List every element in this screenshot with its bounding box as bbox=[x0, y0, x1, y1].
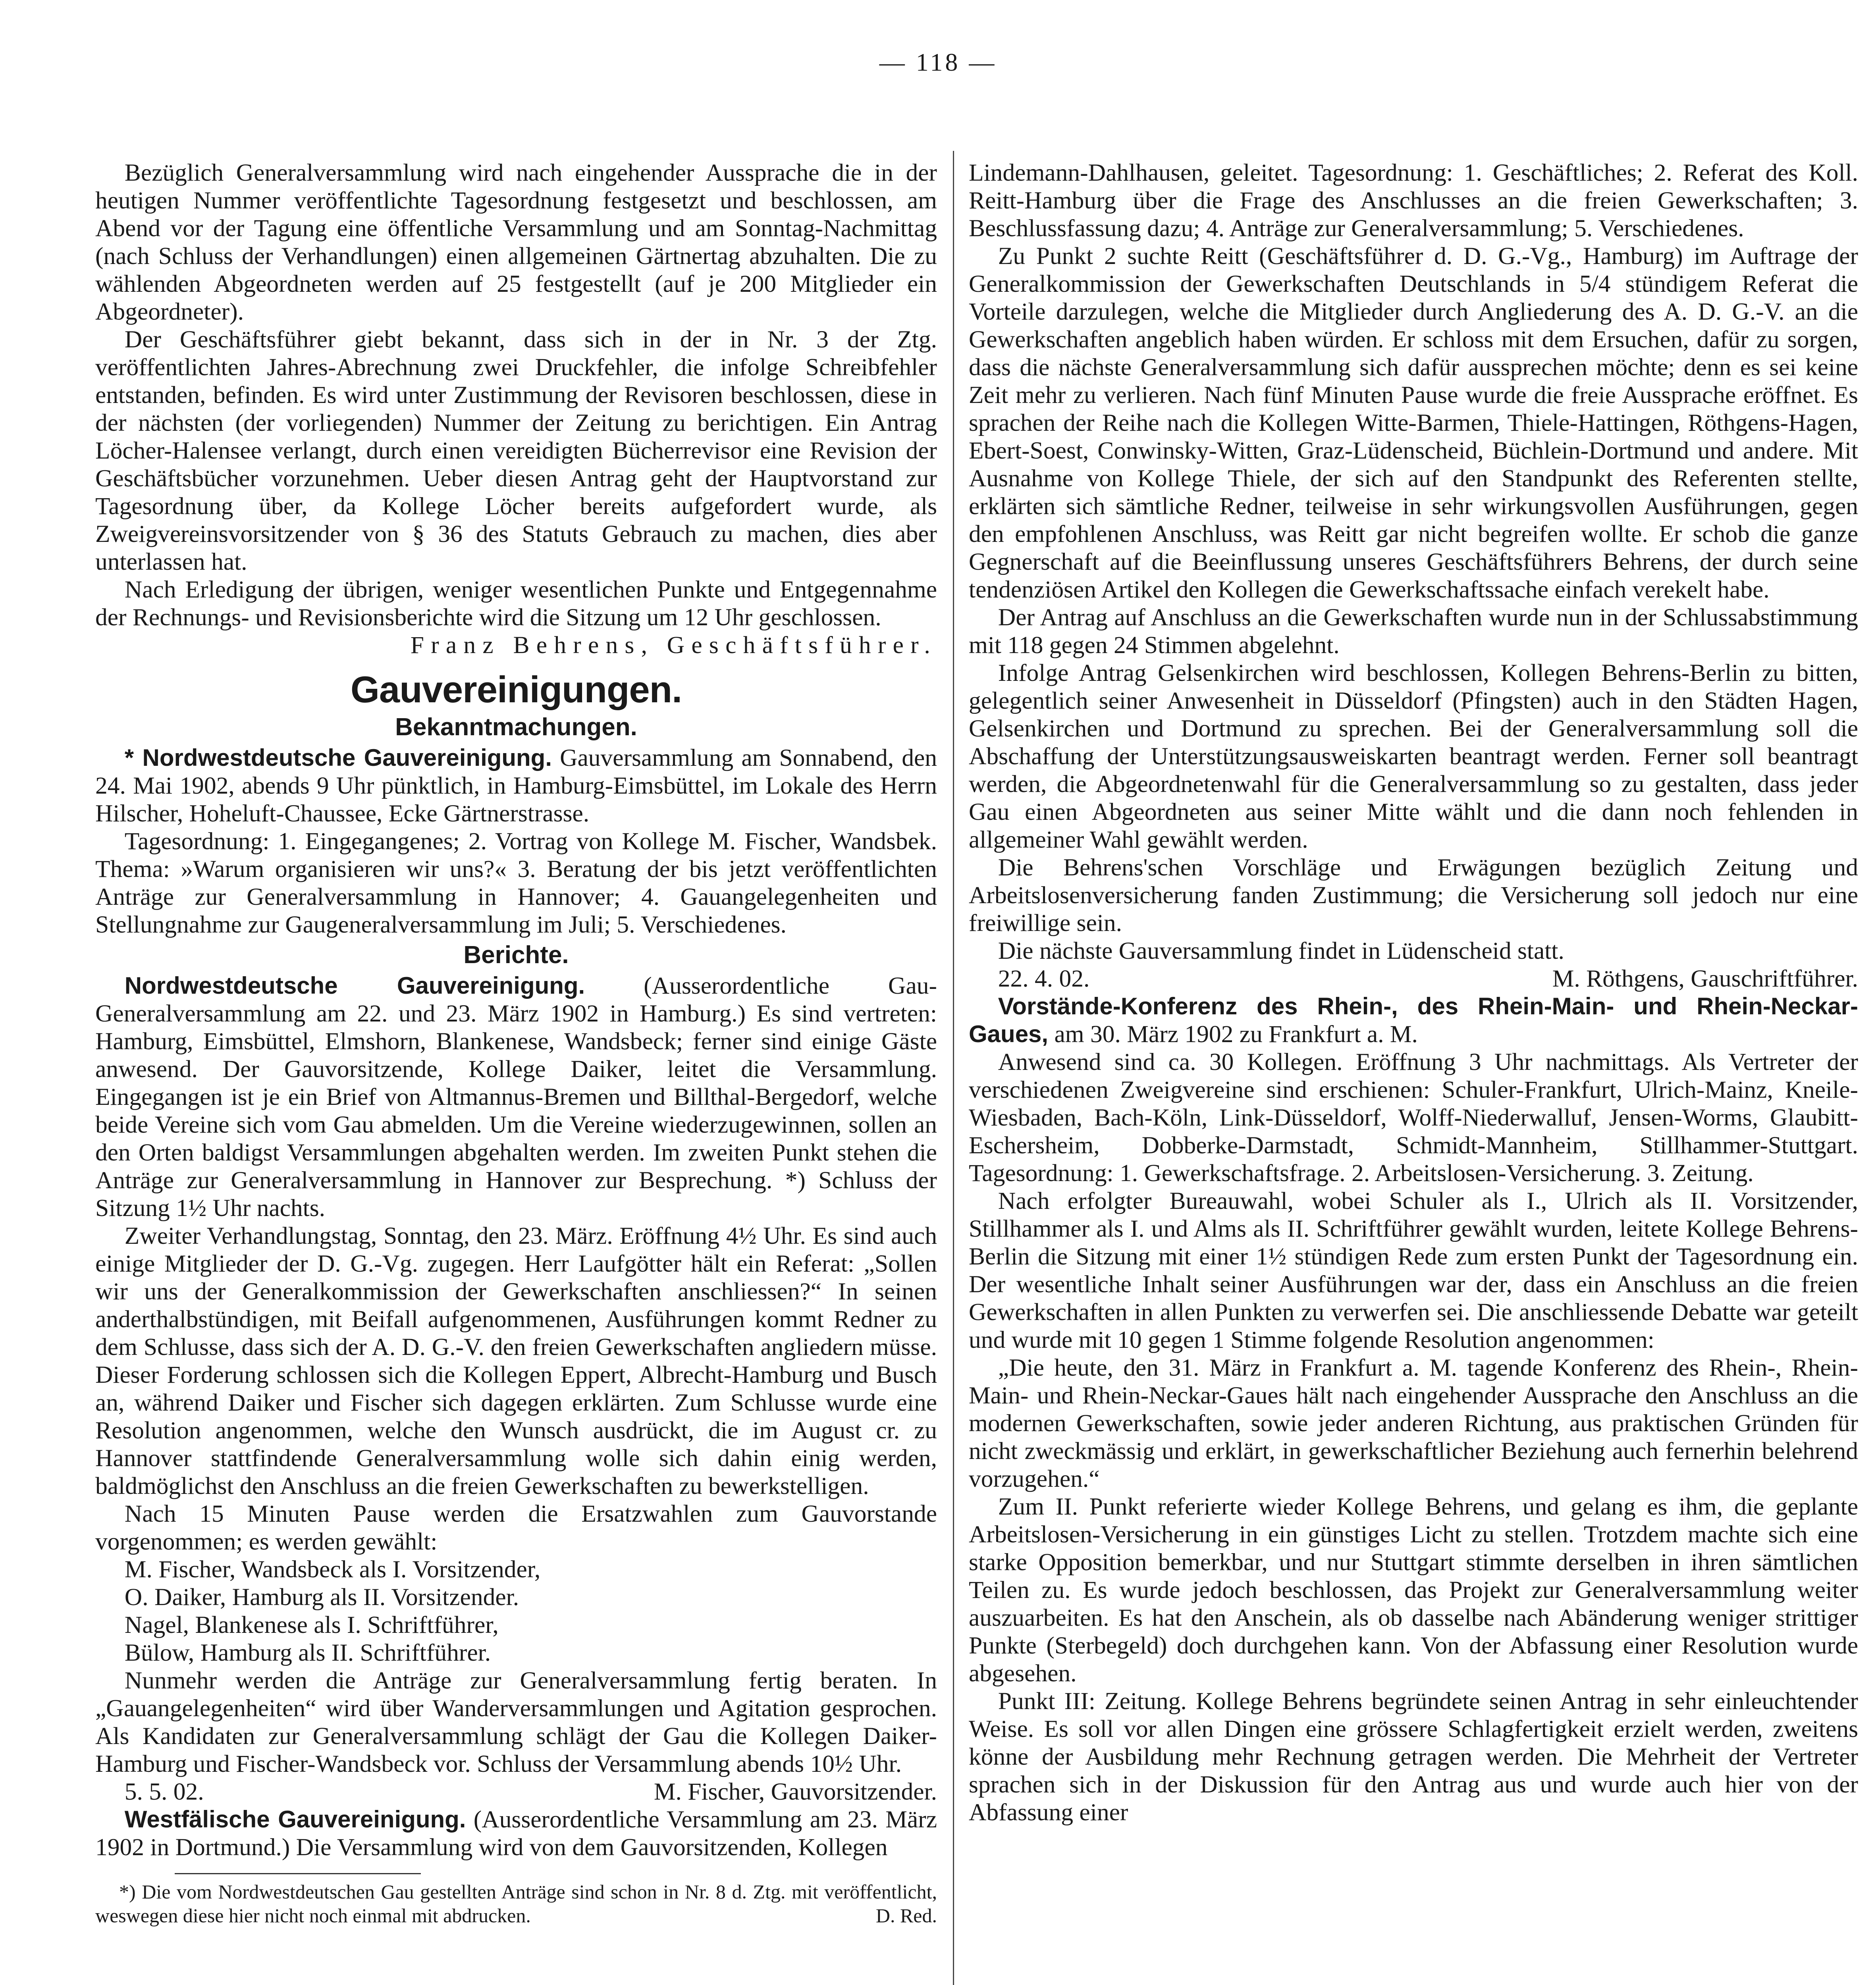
announcement bbox=[95, 744, 937, 827]
report-heading: Vorstände-Konferenz des Rhein-, des Rhein-Main- und Rhein-Neckar-Gaues, bbox=[969, 993, 1858, 1047]
report-text: (Ausserordentliche Gau-Generalversammlung am 22. und 23. März 1902 in Hamburg.) Es sind vertreten: Hamburg, Eimsbüttel, Elmshorn, Blankenese, Wandsbeck; ferner sind einige Gäste anwesend. Der Gauvorsitzende, Kollege Daiker, leitet die Versammlung. Eingegangen ist je ein Brief von Altmannus-Bremen und Billthal-Bergedorf, welche beide Vereine sich vom Gau abmelden. Um die Vereine wiederzugewinnen, sollen an den Orten baldigst Versammlungen abgehalten werden. Im zweiten Punkt stehen die Anträge zur Generalversammlung in Hannover zur Besprechung. *) Schluss der Sitzung 1½ Uhr nachts. bbox=[95, 972, 937, 1222]
elected-line: M. Fischer, Wandsbeck als I. Vorsitzender, bbox=[124, 1556, 541, 1583]
paragraph: Zum II. Punkt referierte wieder Kollege Behrens, und gelang es ihm, die geplante Arbeitslosen-Versicherung in ein günstiges Licht zu stellen. Trotzdem machte sich eine starke Opposition bemerkbar, und nur Stuttgart stimmte derselben in ihren sämtlichen Teilen zu. Es wurde jedoch beschlossen, das Projekt zur Generalversammlung weiter auszuarbeiten. Es hat den Anschein, als ob dasselbe nach Abänderung weniger strittiger Punkte (Sterbegeld) doch durchgehen kann. Von der Abfassung einer Resolution wurde abgesehen. bbox=[969, 1493, 1858, 1687]
report-signature: M. Röthgens, Gauschriftführer. bbox=[1552, 965, 1858, 992]
elected-line: Nagel, Blankenese als I. Schriftführer, bbox=[124, 1611, 499, 1638]
paragraph: Die Behrens'schen Vorschläge und Erwägungen bezüglich Zeitung und Arbeitslosenversicherung fanden Zustimmung; die Versicherung soll jedoch nur eine freiwillige sein. bbox=[969, 854, 1858, 937]
paragraph: Anwesend sind ca. 30 Kollegen. Eröffnung 3 Uhr nachmittags. Als Vertreter der verschiedenen Zweigvereine sind erschienen: Schuler-Frankfurt, Ulrich-Mainz, Kneile-Wiesbaden, Bach-Köln, Link-Düsseldorf, Wolff-Niederwalluf, Jensen-Worms, Glaubitt-Eschersheim, Dobberke-Darmstadt, Schmidt-Mannheim, Stillhammer-Stuttgart. Tagesordnung: 1. Gewerkschaftsfrage. 2. Arbeitslosen-Versicherung. 3. Zeitung. bbox=[969, 1048, 1858, 1187]
announcement-heading: * Nordwestdeutsche Gauvereinigung. bbox=[124, 744, 552, 771]
paragraph: Zweiter Verhandlungstag, Sonntag, den 23. März. Eröffnung 4½ Uhr. Es sind auch einige Mitglieder der D. G.-Vg. zugegen. Herr Laufgötter hält ein Referat: „Sollen wir uns der Generalkommission der Gewerkschaften anschliessen?“ In seinen anderthalbstündigen, mit Beifall aufgenommenen, Ausführungen kommt Redner zu dem Schlusse, dass sich der A. D. G.-V. den freien Gewerkschaften angliedern müsse. Dieser Forderung schlossen sich die Kollegen Eppert, Albrecht-Hamburg und Busch an, während Daiker und Fischer sich dagegen erklärten. Zum Schlusse wurde eine Resolution angenommen, welche den Wunsch ausdrückt, die im August cr. zu Hannover stattfindende Generalversammlung wolle sich dahin einig werden, baldmöglichst den Anschluss an die freien Gewerkschaften zu bewerkstelligen. bbox=[95, 1222, 937, 1499]
paragraph: Tagesordnung: 1. Eingegangenes; 2. Vortrag von Kollege M. Fischer, Wandsbek. Thema: »Warum organisieren wir uns?« 3. Beratung der bis jetzt veröffentlichten Anträge zur Generalversammlung in Hannover; 4. Gauangelegenheiten und Stellungnahme zur Gaugeneralversammlung im Juli; 5. Verschiedenes. bbox=[95, 828, 937, 938]
paragraph: Nach erfolgter Bureauwahl, wobei Schuler als I., Ulrich als II. Vorsitzender, Stillhammer als I. und Alms als II. Schriftführer gewählt wurden, leitete Kollege Behrens-Berlin die Sitzung mit einer 1½ stündigen Rede zum ersten Punkt der Tagesordnung ein. Der wesentliche Inhalt seiner Ausführungen war der, dass ein Anschluss an die freien Gewerkschaften in allen Punkten zu verwerfen sei. Die anschliessende Debatte war geteilt und wurde mit 10 gegen 1 Stimme folgende Resolution angenommen: bbox=[969, 1187, 1858, 1353]
subsection-title: Berichte. bbox=[463, 941, 569, 969]
signature: Franz Behrens, Geschäftsführer. bbox=[410, 632, 937, 659]
paragraph: Nunmehr werden die Anträge zur Generalversammlung fertig beraten. In „Gauangelegenheiten“ wird über Wanderversammlungen und Agitation gesprochen. Als Kandidaten zur Generalversammlung schlägt der Gau die Kollegen Daiker-Hamburg und Fischer-Wandsbeck vor. Schluss der Versammlung abends 10½ Uhr. bbox=[95, 1667, 937, 1777]
paragraph: Infolge Antrag Gelsenkirchen wird beschlossen, Kollegen Behrens-Berlin zu bitten, gelegentlich seiner Anwesenheit in Düsseldorf (Pfingsten) auch in den Städten Hagen, Gelsenkirchen und Dortmund zu sprechen. Bei der Generalversammlung soll die Abschaffung der Unterstützungsausweiskarten beantragt werden. Ferner soll beantragt werden, die Abgeordnetenwahl für die Generalversammlung so zu gestalten, dass jeder Gau einen Abgeordneten aus seiner Mitte wählt und die dann noch fehlenden in allgemeiner Wahl gewählt werden. bbox=[969, 659, 1858, 853]
paragraph: Nach Erledigung der übrigen, weniger wesentlichen Punkte und Entgegennahme der Rechnungs- und Revisionsberichte wird die Sitzung um 12 Uhr geschlossen. bbox=[95, 576, 937, 631]
paragraph: Bezüglich Generalversammlung wird nach eingehender Aussprache die in der heutigen Nummer veröffentlichte Tagesordnung festgesetzt und beschlossen, am Abend vor der Tagung eine öffentliche Versammlung und am Sonntag-Nachmittag (nach Schluss der Verhandlungen) einen allgemeinen Gärtnertag abzuhalten. Die zu wählenden Abgeordneten werden auf 25 festgestellt (auf je 200 Mitglieder ein Abgeordneter). bbox=[95, 159, 937, 325]
page-number: — 118 — bbox=[879, 48, 997, 76]
report bbox=[95, 972, 937, 1222]
paragraph: Die nächste Gauversammlung findet in Lüdenscheid statt. bbox=[998, 937, 1564, 964]
right-column bbox=[969, 159, 1858, 1985]
left-column bbox=[95, 159, 937, 1985]
dateline bbox=[969, 965, 1858, 992]
elected-line: Bülow, Hamburg als II. Schriftführer. bbox=[124, 1639, 491, 1666]
footnote bbox=[95, 1880, 937, 1927]
report-date: 5. 5. 02. bbox=[124, 1778, 204, 1805]
report-heading: Westfälische Gauvereinigung. bbox=[124, 1806, 466, 1833]
report bbox=[95, 1806, 937, 1861]
announcement-text: Gauversammlung am Sonnabend, den 24. Mai 1902, abends 9 Uhr pünktlich, in Hamburg-Eimsbüttel, im Lokale des Herrn Hilscher, Hoheluft-Chaussee, Ecke Gärtnerstrasse. bbox=[95, 744, 937, 827]
dateline bbox=[95, 1778, 937, 1806]
column-divider bbox=[953, 151, 954, 1985]
footnote-signature: D. Red. bbox=[875, 1904, 937, 1927]
paragraph: Zu Punkt 2 suchte Reitt (Geschäftsführer d. D. G.-Vg., Hamburg) im Auftrage der Generalkommission der Gewerkschaften Deutschlands in 5/4 stündigem Referat die Vorteile darzulegen, welche die Mitglieder durch Angliederung des A. D. G.-V. an die Gewerkschaften angeblich haben würden. Er schloss mit dem Ersuchen, dafür zu sorgen, dass die nächste Generalversammlung sich dafür aussprechen möchte; denn es sei keine Zeit mehr zu verlieren. Nach fünf Minuten Pause wurde die freie Aussprache eröffnet. Es sprachen der Reihe nach die Kollegen Witte-Barmen, Thiele-Hattingen, Röthgens-Hagen, Ebert-Soest, Conwinsky-Witten, Graz-Lüdenscheid, Büchlein-Dortmund und andere. Mit Ausnahme von Kollege Thiele, der sich auf den Standpunkt des Referenten stellte, erklärten sich sämtliche Redner, teilweise in sehr wirkungsvollen Ausführungen, gegen den empfohlenen Anschluss, was Reitt gar nicht begreifen wollte. Er schob die ganze Gegnerschaft auf die Beeinflussung unseres Geschäftsführers Behrens, der durch seine tendenziösen Artikel den Kollegen die Gewerkschaftssache einfach verekelt habe. bbox=[969, 243, 1858, 603]
report-text: am 30. März 1902 zu Frankfurt a. M. bbox=[1054, 1021, 1418, 1048]
report-heading: Nordwestdeutsche Gauvereinigung. bbox=[124, 972, 585, 999]
paragraph: Punkt III: Zeitung. Kollege Behrens begründete seinen Antrag in sehr einleuchtender Weise. Es soll vor allen Dingen eine grössere Schlagfertigkeit erzielt werden, zweitens könne der Ausbildung mehr Rechnung getragen werden. Die Mehrheit der Vertreter sprachen sich in der Diskussion für den Antrag aus und wurde auch hier von der Abfassung einer bbox=[969, 1688, 1858, 1826]
footnote-text: *) Die vom Nordwestdeutschen Gau gestellten Anträge sind schon in Nr. 8 d. Ztg. mit veröffentlicht, weswegen diese hier nicht noch einmal mit abdrucken. bbox=[95, 1881, 937, 1927]
elected-line: O. Daiker, Hamburg als II. Vorsitzender. bbox=[124, 1584, 519, 1611]
report-text: (Ausserordentliche Versammlung am 23. März 1902 in Dortmund.) Die Versammlung wird von dem Gauvorsitzenden, Kollegen bbox=[95, 1806, 937, 1861]
section-title: Gauvereinigungen. bbox=[350, 669, 682, 710]
footnote-rule bbox=[175, 1873, 421, 1874]
subsection-title: Bekanntmachungen. bbox=[395, 713, 637, 741]
report-date: 22. 4. 02. bbox=[998, 965, 1090, 992]
paragraph: Lindemann-Dahlhausen, geleitet. Tagesordnung: 1. Geschäftliches; 2. Referat des Koll. Reitt-Hamburg über die Frage des Anschlusses an die freien Gewerkschaften; 3. Beschlussfassung dazu; 4. Anträge zur Generalversammlung; 5. Verschiedenes. bbox=[969, 159, 1858, 242]
report bbox=[969, 992, 1858, 1048]
resolution-quote: „Die heute, den 31. März in Frankfurt a. M. tagende Konferenz des Rhein-, Rhein-Main- und Rhein-Neckar-Gaues hält nach eingehender Aussprache den Anschluss an die modernen Gewerkschaften, sowie jeder anderen Richtung, aus praktischen Gründen für nicht zweckmässig und erklärt, in gewerkschaftlicher Beziehung auch fernerhin belehrend vorzugehen.“ bbox=[969, 1354, 1858, 1492]
report-signature: M. Fischer, Gauvorsitzender. bbox=[654, 1778, 937, 1805]
paragraph: Der Geschäftsführer giebt bekannt, dass sich in der in Nr. 3 der Ztg. veröffentlichten Jahres-Abrechnung zwei Druckfehler, die infolge Schreibfehler entstanden, befinden. Es wird unter Zustimmung der Revisoren beschlossen, diese in der nächsten (der vorliegenden) Nummer der Zeitung zu berichtigen. Ein Antrag Löcher-Halensee verlangt, durch einen vereidigten Bücherrevisor eine Revision der Geschäftsbücher vorzunehmen. Ueber diesen Antrag geht der Hauptvorstand zur Tagesordnung über, da Kollege Löcher bereits aufgefordert wurde, als Zweigvereinsvorsitzender von § 36 des Statuts Gebrauch zu machen, dies aber unterlassen hat. bbox=[95, 326, 937, 575]
paragraph: Nach 15 Minuten Pause werden die Ersatzwahlen zum Gauvorstande vorgenommen; es werden gewählt: bbox=[95, 1500, 937, 1555]
paragraph: Der Antrag auf Anschluss an die Gewerkschaften wurde nun in der Schlussabstimmung mit 118 gegen 24 Stimmen abgelehnt. bbox=[969, 604, 1858, 659]
